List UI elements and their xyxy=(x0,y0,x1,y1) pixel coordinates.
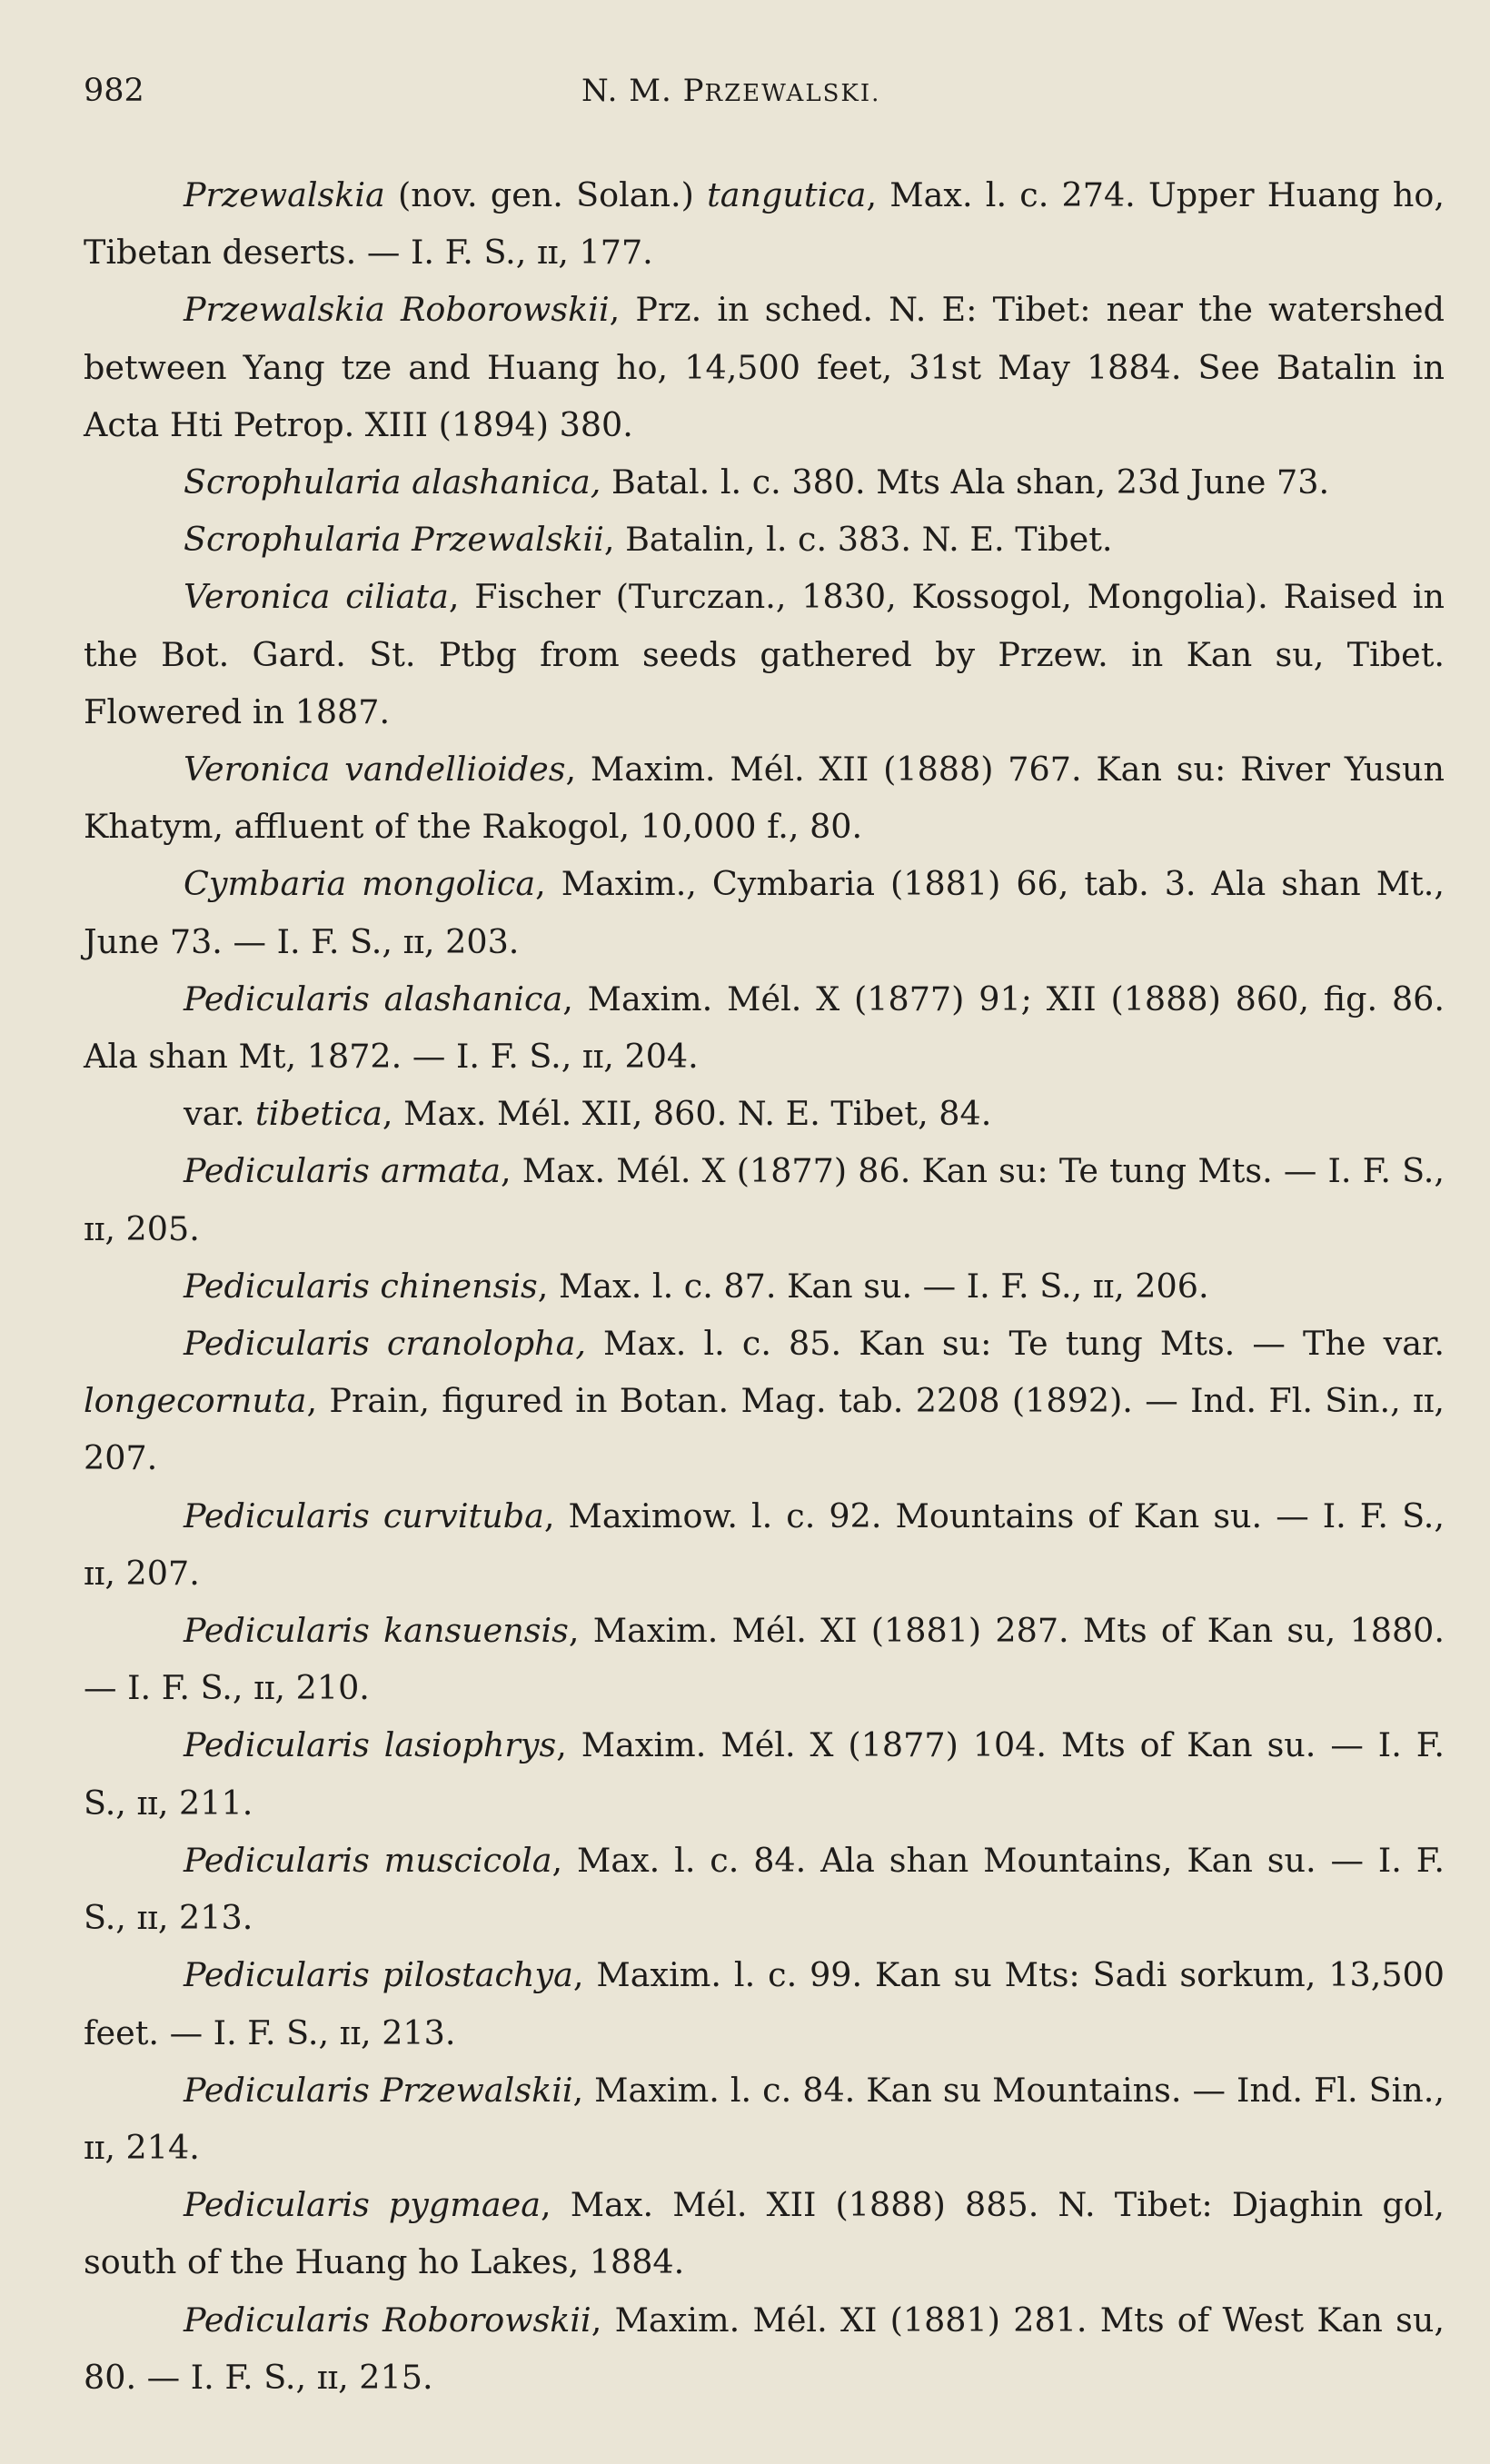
entry-var-tibetica xyxy=(84,1085,1445,1142)
taxon-name: Pedicularis kansuensis xyxy=(184,1611,569,1651)
running-head-initials: N. M. P xyxy=(581,73,705,109)
entry-text: , Max. Mél. XII, 860. N. E. Tibet, 84. xyxy=(382,1094,992,1134)
variety-prefix: var. xyxy=(184,1094,256,1134)
taxon-name: Veronica ciliata xyxy=(184,577,449,617)
entry-text: , Batalin, l. c. 383. N. E. Tibet. xyxy=(603,520,1113,560)
page-number: 982 xyxy=(84,73,144,109)
entry-text: , Prz. in sched. N. E: Tibet: near the watershed between Yang tze and Huang ho, 14,500 feet, 31st May 1884. See Batalin in Acta Hti Petrop. XIII (1894) 380. xyxy=(84,290,1445,444)
entry-pedicularis-muscicola xyxy=(84,1832,1445,1946)
entry-pedicularis-armata xyxy=(84,1142,1445,1257)
entry-veronica-ciliata xyxy=(84,568,1445,740)
entry-pedicularis-pilostachya xyxy=(84,1946,1445,2061)
entry-text: , Max. Mél. XII (1888) 885. N. Tibet: Djaghin gol, south of the Huang ho Lakes, 1884. xyxy=(84,2185,1445,2282)
entry-przewalskia-tangutica xyxy=(84,166,1445,281)
entry-text: , Maxim. Mél. XI (1881) 281. Mts of West Kan su, 80. — I. F. S., ɪɪ, 215. xyxy=(84,2300,1445,2397)
taxon-epithet: tangutica xyxy=(707,175,867,214)
entry-pedicularis-curvituba xyxy=(84,1487,1445,1602)
taxon-name: Pedicularis alashanica xyxy=(184,979,563,1018)
taxon-name: Pedicularis lasiophrys xyxy=(184,1725,557,1765)
entry-veronica-vandellioides xyxy=(84,740,1445,855)
entry-pedicularis-przewalskii xyxy=(84,2062,1445,2176)
taxon-name: Pedicularis muscicola xyxy=(184,1840,552,1880)
entry-text: , Maxim. l. c. 99. Kan su Mts: Sadi sorkum, 13,500 feet. — I. F. S., ɪɪ, 213. xyxy=(84,1955,1445,2052)
entry-pedicularis-chinensis xyxy=(84,1257,1445,1315)
entry-przewalskia-roborowskii xyxy=(84,281,1445,453)
entry-text-2: , Max. l. c. 274. Upper Huang ho, Tibetan deserts. — I. F. S., ɪɪ, 177. xyxy=(84,175,1445,273)
taxon-name: Przewalskia Roborowskii xyxy=(184,290,610,330)
page-body xyxy=(84,166,1445,2406)
taxon-name: tibetica xyxy=(255,1094,382,1134)
entry-pedicularis-roborowskii xyxy=(84,2291,1445,2406)
entry-pedicularis-cranolopha xyxy=(84,1315,1445,1487)
entry-text: , Maxim. l. c. 84. Kan su Mountains. — Ind. Fl. Sin., ɪɪ, 214. xyxy=(84,2070,1445,2167)
entry-scrophularia-alashanica xyxy=(84,453,1445,511)
entry-text: , Fischer (Turczan., 1830, Kossogol, Mongolia). Raised in the Bot. Gard. St. Ptbg from seeds gathered by Przew. in Kan su, Tibet. Flowered in 1887. xyxy=(84,577,1445,731)
entry-text: , Maxim. Mél. X (1877) 104. Mts of Kan su. — I. F. S., ɪɪ, 211. xyxy=(84,1725,1445,1823)
entry-scrophularia-przewalskii xyxy=(84,511,1445,568)
running-head-rest: RZEWALSKI. xyxy=(704,80,881,107)
entry-text: , Maxim., Cymbaria (1881) 66, tab. 3. Ala shan Mt., June 73. — I. F. S., ɪɪ, 203. xyxy=(84,864,1445,961)
entry-text: , Max. l. c. 84. Ala shan Mountains, Kan su. — I. F. S., ɪɪ, 213. xyxy=(84,1840,1445,1938)
taxon-name: Pedicularis curvituba xyxy=(184,1495,544,1535)
entry-pedicularis-alashanica xyxy=(84,970,1445,1085)
entry-text: , Max. Mél. X (1877) 86. Kan su: Te tung Mts. — I. F. S., ɪɪ, 205. xyxy=(84,1151,1445,1248)
taxon-name: Scrophularia Przewalskii xyxy=(184,520,604,560)
taxon-epithet: longecornuta xyxy=(84,1381,307,1421)
taxon-name: Pedicularis pilostachya xyxy=(184,1955,573,1995)
taxon-name: Cymbaria mongolica xyxy=(184,864,536,904)
taxon-name: Pedicularis pygmaea xyxy=(184,2185,541,2225)
entry-text: Max. l. c. 85. Kan su: Te tung Mts. — The var. xyxy=(585,1324,1445,1364)
page-header xyxy=(84,73,1435,127)
running-head xyxy=(581,73,880,109)
entry-text: Batal. l. c. 380. Mts Ala shan, 23d June 73. xyxy=(601,462,1330,502)
taxon-name: Przewalskia xyxy=(184,175,385,214)
entry-pedicularis-kansuensis xyxy=(84,1602,1445,1716)
entry-text: , Max. l. c. 87. Kan su. — I. F. S., ɪɪ, 206. xyxy=(537,1266,1209,1306)
entry-text: , Maxim. Mél. XII (1888) 767. Kan su: River Yusun Khatym, affluent of the Rakogol, 10,000 f., 80. xyxy=(84,750,1445,847)
entry-text: , Maxim. Mél. XI (1881) 287. Mts of Kan su, 1880. — I. F. S., ɪɪ, 210. xyxy=(84,1611,1445,1708)
taxon-name: Pedicularis Przewalskii xyxy=(184,2070,573,2110)
entry-text-2: , Prain, figured in Botan. Mag. tab. 2208 (1892). — Ind. Fl. Sin., ɪɪ, 207. xyxy=(84,1381,1445,1478)
entry-text: (nov. gen. Solan.) xyxy=(384,175,708,214)
taxon-name: Pedicularis Roborowskii xyxy=(184,2300,591,2340)
taxon-name: Pedicularis chinensis xyxy=(184,1266,538,1306)
taxon-name: Pedicularis armata xyxy=(184,1151,501,1191)
entry-pedicularis-lasiophrys xyxy=(84,1716,1445,1831)
entry-text: , Maximow. l. c. 92. Mountains of Kan su. — I. F. S., ɪɪ, 207. xyxy=(84,1495,1445,1593)
taxon-name: Scrophularia alashanica, xyxy=(184,462,601,502)
entry-pedicularis-pygmaea xyxy=(84,2176,1445,2290)
taxon-name: Veronica vandellioides xyxy=(184,750,566,790)
taxon-name: Pedicularis cranolopha, xyxy=(184,1324,586,1364)
entry-text: , Maxim. Mél. X (1877) 91; XII (1888) 860, fig. 86. Ala shan Mt, 1872. — I. F. S., ɪɪ, 204. xyxy=(84,979,1445,1077)
entry-cymbaria-mongolica xyxy=(84,855,1445,969)
